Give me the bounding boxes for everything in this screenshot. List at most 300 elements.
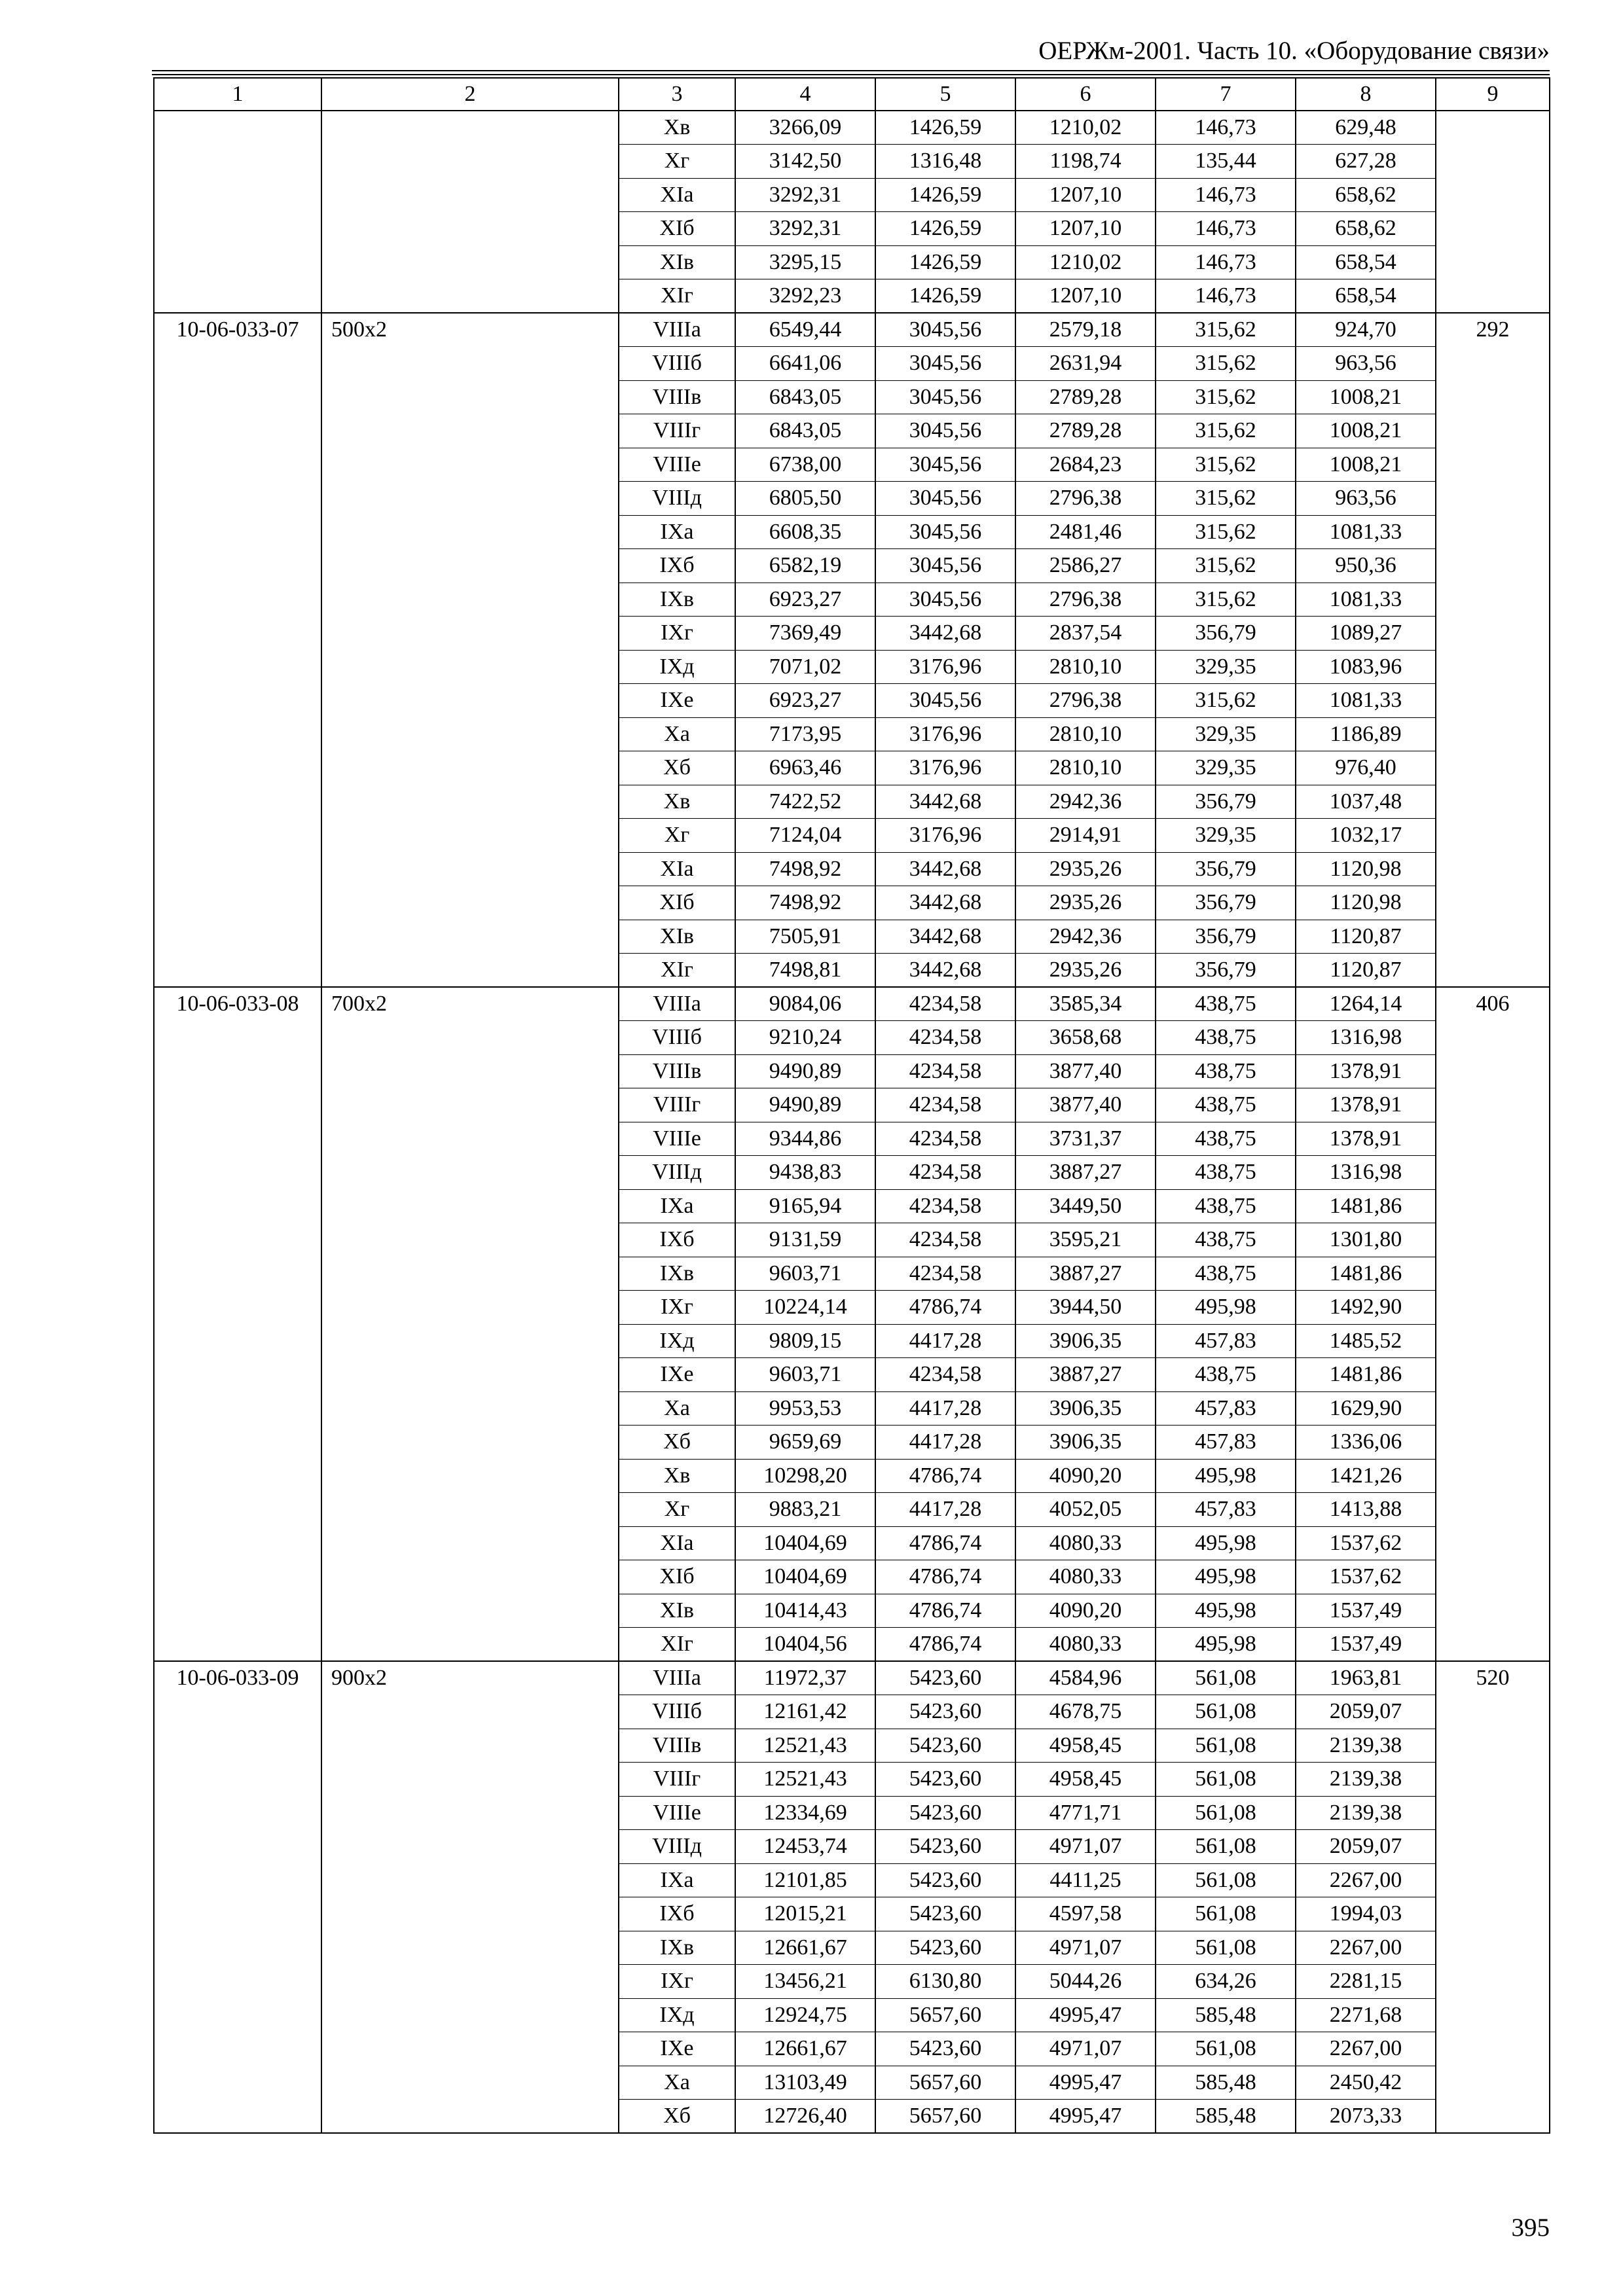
table-row [154, 145, 1550, 179]
size-cell [321, 1998, 619, 2032]
table-row [154, 1965, 1550, 1999]
table-row [154, 448, 1550, 482]
value-col7: 561,08 [1156, 1796, 1296, 1830]
size-cell [321, 380, 619, 414]
value-col8: 1537,62 [1296, 1526, 1436, 1560]
variant-cell: VIIIе [619, 1796, 735, 1830]
value-col6: 3887,27 [1015, 1156, 1156, 1190]
variant-cell: Хв [619, 1459, 735, 1493]
value-col8: 1081,33 [1296, 684, 1436, 718]
value-col4: 10224,14 [735, 1291, 875, 1325]
value-col8: 2139,38 [1296, 1729, 1436, 1763]
variant-cell: ХIб [619, 1560, 735, 1594]
variant-cell: VIIIв [619, 380, 735, 414]
col9-cell [1436, 819, 1550, 853]
value-col6: 3877,40 [1015, 1054, 1156, 1088]
value-col5: 5423,60 [875, 1729, 1015, 1763]
variant-cell: IХе [619, 1358, 735, 1392]
code-cell [154, 1796, 321, 1830]
value-col4: 10404,56 [735, 1628, 875, 1662]
col9-cell [1436, 1189, 1550, 1223]
value-col5: 3045,56 [875, 583, 1015, 617]
value-col4: 6843,05 [735, 380, 875, 414]
table-row [154, 1189, 1550, 1223]
size-cell [321, 650, 619, 684]
table-row [154, 1493, 1550, 1527]
variant-cell: VIIIд [619, 1830, 735, 1864]
variant-cell: IХв [619, 583, 735, 617]
col9-cell [1436, 549, 1550, 583]
value-col5: 5423,60 [875, 2032, 1015, 2066]
code-cell [154, 1729, 321, 1763]
variant-cell: VIIIв [619, 1729, 735, 1763]
col9-cell [1436, 1863, 1550, 1897]
value-col6: 4771,71 [1015, 1796, 1156, 1830]
variant-cell: VIIIг [619, 414, 735, 448]
code-cell [154, 1830, 321, 1864]
code-cell [154, 1223, 321, 1257]
code-cell [154, 212, 321, 246]
value-col8: 658,62 [1296, 212, 1436, 246]
size-cell: 900х2 [321, 1661, 619, 1695]
value-col4: 7498,92 [735, 852, 875, 886]
table-row [154, 1122, 1550, 1156]
value-col8: 1963,81 [1296, 1661, 1436, 1695]
code-cell [154, 1763, 321, 1797]
value-col6: 2789,28 [1015, 380, 1156, 414]
variant-cell: VIIIд [619, 1156, 735, 1190]
value-col4: 6843,05 [735, 414, 875, 448]
value-col4: 12101,85 [735, 1863, 875, 1897]
value-col4: 9490,89 [735, 1054, 875, 1088]
value-col6: 2586,27 [1015, 549, 1156, 583]
variant-cell: Ха [619, 1391, 735, 1426]
size-cell [321, 515, 619, 549]
value-col8: 1081,33 [1296, 583, 1436, 617]
col9-cell [1436, 212, 1550, 246]
size-cell [321, 1830, 619, 1864]
value-col4: 6641,06 [735, 347, 875, 381]
value-col8: 976,40 [1296, 751, 1436, 785]
value-col8: 1120,87 [1296, 954, 1436, 988]
code-cell [154, 145, 321, 179]
table-row [154, 1695, 1550, 1729]
value-col8: 963,56 [1296, 482, 1436, 516]
code-cell [154, 920, 321, 954]
table-row [154, 1223, 1550, 1257]
value-col7: 495,98 [1156, 1291, 1296, 1325]
variant-cell: IХа [619, 1189, 735, 1223]
table-body [154, 78, 1550, 2133]
value-col8: 658,54 [1296, 279, 1436, 314]
table-row [154, 1763, 1550, 1797]
value-col7: 329,35 [1156, 819, 1296, 853]
value-col4: 7422,52 [735, 785, 875, 819]
value-col6: 1198,74 [1015, 145, 1156, 179]
value-col7: 561,08 [1156, 2032, 1296, 2066]
value-col4: 6923,27 [735, 684, 875, 718]
size-cell [321, 1122, 619, 1156]
value-col6: 4052,05 [1015, 1493, 1156, 1527]
code-cell [154, 785, 321, 819]
value-col4: 3292,23 [735, 279, 875, 314]
table-row [154, 954, 1550, 988]
value-col6: 2796,38 [1015, 482, 1156, 516]
code-cell [154, 111, 321, 145]
value-col8: 1301,80 [1296, 1223, 1436, 1257]
col9-cell [1436, 1156, 1550, 1190]
value-col8: 1316,98 [1296, 1156, 1436, 1190]
variant-cell: ХIб [619, 212, 735, 246]
size-cell [321, 1459, 619, 1493]
value-col5: 1426,59 [875, 245, 1015, 279]
table-row [154, 1156, 1550, 1190]
code-cell [154, 347, 321, 381]
value-col6: 2914,91 [1015, 819, 1156, 853]
value-col7: 146,73 [1156, 212, 1296, 246]
value-col7: 438,75 [1156, 1189, 1296, 1223]
col9-cell [1436, 1796, 1550, 1830]
table-row [154, 617, 1550, 651]
variant-cell: IХг [619, 617, 735, 651]
variant-cell: IХе [619, 684, 735, 718]
code-cell [154, 2066, 321, 2100]
col9-cell [1436, 380, 1550, 414]
code-cell: 10-06-033-08 [154, 987, 321, 1021]
value-col7: 438,75 [1156, 1122, 1296, 1156]
value-col7: 438,75 [1156, 1156, 1296, 1190]
col9-cell [1436, 1493, 1550, 1527]
value-col6: 1207,10 [1015, 212, 1156, 246]
value-col7: 315,62 [1156, 448, 1296, 482]
col9-cell [1436, 448, 1550, 482]
variant-cell: Ха [619, 2066, 735, 2100]
value-col7: 585,48 [1156, 2066, 1296, 2100]
value-col5: 4234,58 [875, 1223, 1015, 1257]
code-cell: 10-06-033-07 [154, 313, 321, 347]
code-cell [154, 1965, 321, 1999]
size-cell [321, 1763, 619, 1797]
col9-cell [1436, 279, 1550, 314]
value-col7: 561,08 [1156, 1897, 1296, 1931]
value-col7: 146,73 [1156, 245, 1296, 279]
table-row [154, 785, 1550, 819]
value-col5: 3045,56 [875, 448, 1015, 482]
value-col4: 9809,15 [735, 1324, 875, 1358]
variant-cell: Хв [619, 111, 735, 145]
table-row [154, 751, 1550, 785]
value-col5: 4786,74 [875, 1594, 1015, 1628]
col9-cell [1436, 111, 1550, 145]
col9-cell [1436, 852, 1550, 886]
code-cell [154, 1122, 321, 1156]
size-cell [321, 1897, 619, 1931]
value-col5: 4234,58 [875, 1358, 1015, 1392]
code-cell [154, 852, 321, 886]
value-col4: 7173,95 [735, 717, 875, 751]
value-col5: 4417,28 [875, 1324, 1015, 1358]
variant-cell: IХв [619, 1257, 735, 1291]
table-row [154, 1830, 1550, 1864]
value-col6: 4080,33 [1015, 1526, 1156, 1560]
value-col8: 1120,98 [1296, 886, 1436, 920]
value-col6: 1210,02 [1015, 245, 1156, 279]
value-col4: 10298,20 [735, 1459, 875, 1493]
value-col6: 2810,10 [1015, 717, 1156, 751]
value-col5: 4786,74 [875, 1526, 1015, 1560]
table-row [154, 1291, 1550, 1325]
table-row [154, 1426, 1550, 1460]
col9-cell [1436, 145, 1550, 179]
value-col6: 4090,20 [1015, 1594, 1156, 1628]
value-col5: 1426,59 [875, 178, 1015, 212]
value-col5: 1426,59 [875, 212, 1015, 246]
variant-cell: VIIIе [619, 1122, 735, 1156]
value-col8: 1994,03 [1296, 1897, 1436, 1931]
value-col4: 12521,43 [735, 1763, 875, 1797]
size-cell [321, 954, 619, 988]
value-col8: 658,54 [1296, 245, 1436, 279]
column-number: 2 [321, 78, 619, 111]
value-col8: 2139,38 [1296, 1796, 1436, 1830]
col9-cell [1436, 245, 1550, 279]
table-row [154, 212, 1550, 246]
value-col8: 1537,62 [1296, 1560, 1436, 1594]
value-col6: 1207,10 [1015, 279, 1156, 314]
value-col8: 1481,86 [1296, 1189, 1436, 1223]
value-col5: 4786,74 [875, 1291, 1015, 1325]
value-col6: 3449,50 [1015, 1189, 1156, 1223]
value-col5: 3045,56 [875, 549, 1015, 583]
value-col6: 4080,33 [1015, 1560, 1156, 1594]
value-col5: 3176,96 [875, 717, 1015, 751]
variant-cell: VIIIб [619, 347, 735, 381]
column-number: 4 [735, 78, 875, 111]
value-col4: 3266,09 [735, 111, 875, 145]
col9-cell [1436, 1897, 1550, 1931]
value-col7: 315,62 [1156, 482, 1296, 516]
code-cell [154, 751, 321, 785]
value-col5: 4786,74 [875, 1628, 1015, 1662]
value-col4: 12161,42 [735, 1695, 875, 1729]
col9-cell [1436, 414, 1550, 448]
size-cell [321, 111, 619, 145]
size-cell [321, 1324, 619, 1358]
table-row [154, 347, 1550, 381]
table-row [154, 1391, 1550, 1426]
code-cell [154, 549, 321, 583]
value-col5: 5423,60 [875, 1763, 1015, 1797]
table-row [154, 1729, 1550, 1763]
table-row [154, 414, 1550, 448]
table-row [154, 549, 1550, 583]
value-col7: 315,62 [1156, 380, 1296, 414]
value-col6: 4971,07 [1015, 1931, 1156, 1965]
value-col7: 561,08 [1156, 1661, 1296, 1695]
col9-cell [1436, 515, 1550, 549]
code-cell [154, 2032, 321, 2066]
value-col6: 4971,07 [1015, 2032, 1156, 2066]
table-row [154, 684, 1550, 718]
variant-cell: Хв [619, 785, 735, 819]
value-col5: 5423,60 [875, 1695, 1015, 1729]
table-row [154, 1021, 1550, 1055]
value-col7: 329,35 [1156, 751, 1296, 785]
code-cell [154, 1493, 321, 1527]
value-col4: 10404,69 [735, 1526, 875, 1560]
code-cell [154, 279, 321, 314]
col9-cell [1436, 1526, 1550, 1560]
value-col8: 1492,90 [1296, 1291, 1436, 1325]
value-col6: 4958,45 [1015, 1729, 1156, 1763]
size-cell [321, 1628, 619, 1662]
table-row [154, 1594, 1550, 1628]
value-col7: 457,83 [1156, 1426, 1296, 1460]
table-row [154, 1560, 1550, 1594]
table-row [154, 583, 1550, 617]
col9-cell [1436, 920, 1550, 954]
value-col7: 356,79 [1156, 617, 1296, 651]
value-col4: 9165,94 [735, 1189, 875, 1223]
value-col5: 5657,60 [875, 2066, 1015, 2100]
table-row [154, 1661, 1550, 1695]
table-row [154, 852, 1550, 886]
value-col7: 438,75 [1156, 1257, 1296, 1291]
size-cell [321, 2066, 619, 2100]
value-col6: 2796,38 [1015, 583, 1156, 617]
value-col6: 3731,37 [1015, 1122, 1156, 1156]
value-col4: 9659,69 [735, 1426, 875, 1460]
size-cell [321, 1493, 619, 1527]
value-col7: 495,98 [1156, 1560, 1296, 1594]
col9-cell [1436, 1122, 1550, 1156]
col9-cell [1436, 1628, 1550, 1662]
value-col4: 9603,71 [735, 1358, 875, 1392]
value-col7: 585,48 [1156, 2100, 1296, 2134]
col9-cell [1436, 347, 1550, 381]
value-col6: 4411,25 [1015, 1863, 1156, 1897]
value-col4: 6805,50 [735, 482, 875, 516]
code-cell [154, 380, 321, 414]
table-row [154, 2032, 1550, 2066]
table-row [154, 920, 1550, 954]
col9-cell: 520 [1436, 1661, 1550, 1695]
variant-cell: ХIа [619, 1526, 735, 1560]
value-col7: 356,79 [1156, 785, 1296, 819]
variant-cell: VIIIг [619, 1088, 735, 1122]
value-col6: 4678,75 [1015, 1695, 1156, 1729]
col9-cell [1436, 1594, 1550, 1628]
value-col5: 4234,58 [875, 1189, 1015, 1223]
size-cell [321, 2032, 619, 2066]
col9-cell [1436, 482, 1550, 516]
value-col5: 3045,56 [875, 313, 1015, 347]
col9-cell [1436, 1054, 1550, 1088]
value-col6: 4090,20 [1015, 1459, 1156, 1493]
table-row [154, 1998, 1550, 2032]
value-col4: 3142,50 [735, 145, 875, 179]
value-col7: 315,62 [1156, 583, 1296, 617]
variant-cell: IХг [619, 1965, 735, 1999]
value-col4: 11972,37 [735, 1661, 875, 1695]
column-number: 7 [1156, 78, 1296, 111]
value-col4: 9131,59 [735, 1223, 875, 1257]
col9-cell [1436, 1459, 1550, 1493]
value-col4: 12521,43 [735, 1729, 875, 1763]
value-col4: 9438,83 [735, 1156, 875, 1190]
table-row [154, 1088, 1550, 1122]
col9-cell [1436, 1324, 1550, 1358]
size-cell [321, 583, 619, 617]
variant-cell: ХIа [619, 852, 735, 886]
value-col6: 3906,35 [1015, 1426, 1156, 1460]
value-col4: 7124,04 [735, 819, 875, 853]
value-col8: 2267,00 [1296, 1863, 1436, 1897]
column-number: 9 [1436, 78, 1550, 111]
value-col4: 9344,86 [735, 1122, 875, 1156]
value-col5: 3442,68 [875, 920, 1015, 954]
size-cell [321, 1291, 619, 1325]
value-col5: 4417,28 [875, 1493, 1015, 1527]
col9-cell [1436, 785, 1550, 819]
value-col5: 3045,56 [875, 380, 1015, 414]
value-col6: 2942,36 [1015, 785, 1156, 819]
size-cell [321, 1223, 619, 1257]
value-col7: 495,98 [1156, 1526, 1296, 1560]
code-cell [154, 515, 321, 549]
value-col6: 1207,10 [1015, 178, 1156, 212]
variant-cell: IХе [619, 2032, 735, 2066]
size-cell [321, 1695, 619, 1729]
value-col5: 4417,28 [875, 1391, 1015, 1426]
value-col8: 1378,91 [1296, 1088, 1436, 1122]
value-col7: 438,75 [1156, 987, 1296, 1021]
value-col8: 1537,49 [1296, 1628, 1436, 1662]
value-col5: 5423,60 [875, 1897, 1015, 1931]
col9-cell [1436, 1223, 1550, 1257]
value-col7: 315,62 [1156, 313, 1296, 347]
table-row [154, 515, 1550, 549]
value-col8: 1120,87 [1296, 920, 1436, 954]
value-col6: 4080,33 [1015, 1628, 1156, 1662]
code-cell [154, 1998, 321, 2032]
value-col4: 6963,46 [735, 751, 875, 785]
variant-cell: VIIIе [619, 448, 735, 482]
code-cell [154, 1156, 321, 1190]
header-rule [152, 74, 1550, 75]
variant-cell: VIIIа [619, 1661, 735, 1695]
code-cell [154, 717, 321, 751]
running-header: ОЕРЖм-2001. Часть 10. «Оборудование связи» [1038, 37, 1550, 65]
size-cell [321, 819, 619, 853]
variant-cell: IХд [619, 1998, 735, 2032]
variant-cell: Хг [619, 1493, 735, 1527]
value-col5: 3176,96 [875, 819, 1015, 853]
value-col6: 2942,36 [1015, 920, 1156, 954]
value-col8: 1336,06 [1296, 1426, 1436, 1460]
value-col6: 2789,28 [1015, 414, 1156, 448]
value-col7: 561,08 [1156, 1729, 1296, 1763]
value-col5: 5657,60 [875, 2100, 1015, 2134]
size-cell [321, 1863, 619, 1897]
code-cell: 10-06-033-09 [154, 1661, 321, 1695]
value-col4: 9953,53 [735, 1391, 875, 1426]
value-col7: 329,35 [1156, 650, 1296, 684]
size-cell [321, 785, 619, 819]
value-col6: 3887,27 [1015, 1257, 1156, 1291]
value-col8: 1316,98 [1296, 1021, 1436, 1055]
code-cell [154, 245, 321, 279]
